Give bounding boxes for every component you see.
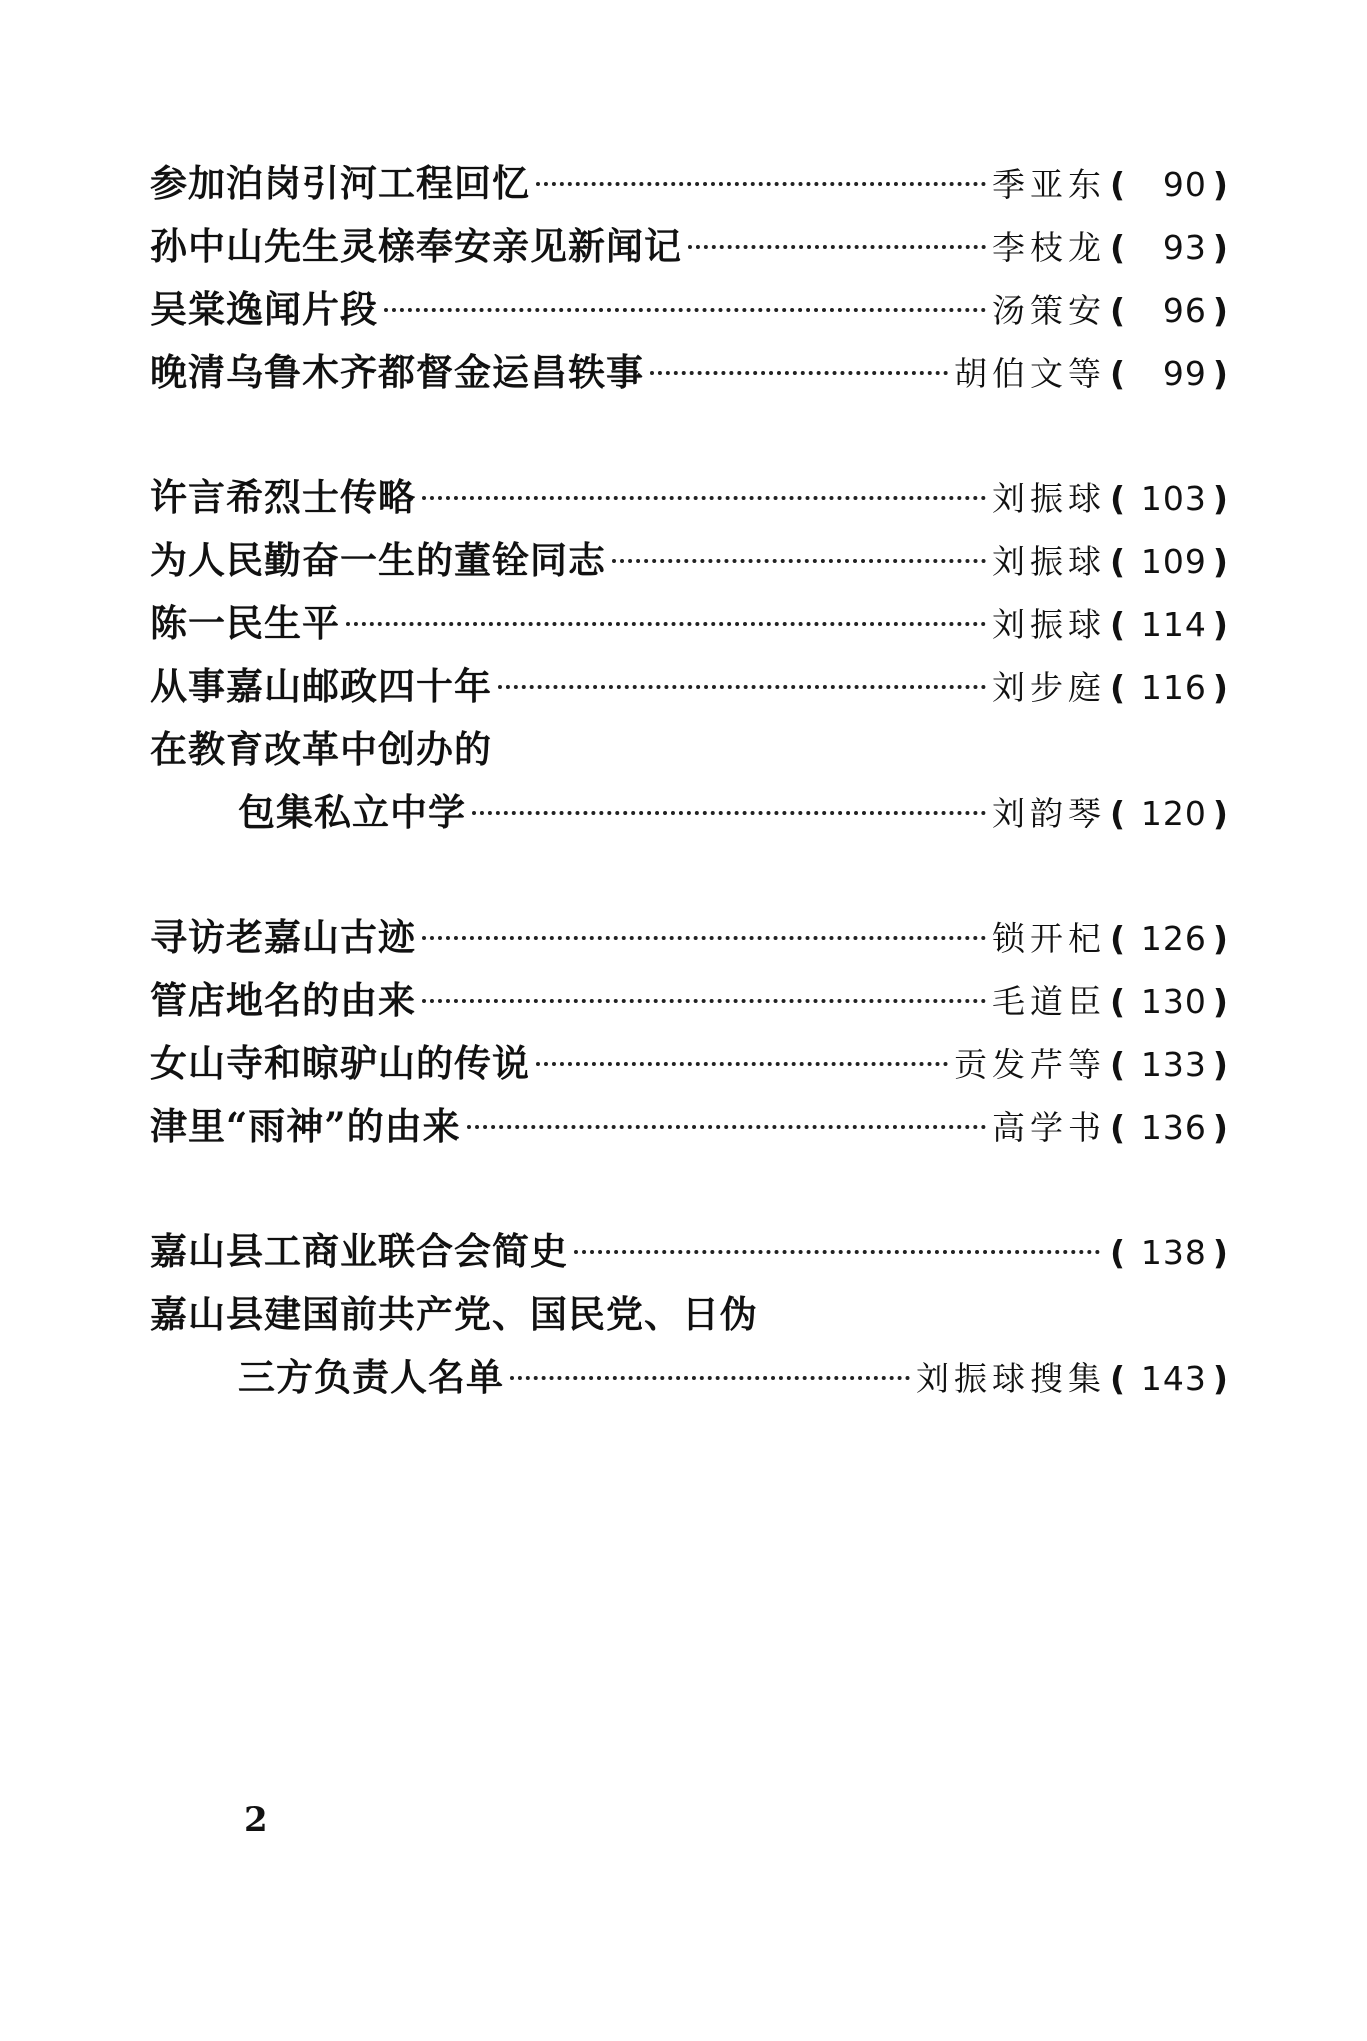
page-close-paren: )	[1212, 605, 1228, 644]
entry-title: 女山寺和晾驴山的传说	[150, 1041, 530, 1085]
dot-leader	[346, 622, 986, 626]
page-folio-number: 2	[244, 1800, 268, 1840]
entry-author: 刘韵琴	[992, 794, 1106, 833]
entry-title: 管店地名的由来	[150, 978, 416, 1022]
page-open-paren: (	[1110, 165, 1126, 204]
page-close-paren: )	[1212, 794, 1228, 833]
entry-title: 嘉山县建国前共产党、国民党、日伪	[150, 1292, 758, 1336]
entry-author: 胡伯文等	[954, 354, 1106, 393]
page-number: 116	[1140, 668, 1207, 707]
entry-author: 刘振球	[992, 605, 1106, 644]
entry-author: 汤策安	[992, 291, 1106, 330]
entry-page	[1110, 216, 1228, 279]
page-open-paren: (	[1110, 542, 1126, 581]
toc-entry[interactable]	[150, 655, 1228, 718]
entry-page	[1110, 970, 1228, 1033]
dot-leader	[574, 1250, 1100, 1254]
entry-page	[1110, 593, 1228, 656]
page-number: 93	[1162, 228, 1207, 267]
page-close-paren: )	[1212, 982, 1228, 1021]
page-close-paren: )	[1212, 165, 1228, 204]
page-close-paren: )	[1212, 479, 1228, 518]
entry-page	[1110, 530, 1228, 593]
page-number: 103	[1140, 479, 1207, 518]
entry-page	[1110, 782, 1228, 845]
toc-entry[interactable]	[150, 341, 1228, 404]
entry-title: 为人民勤奋一生的董铨同志	[150, 538, 606, 582]
table-of-contents	[150, 152, 1228, 1471]
page-open-paren: (	[1110, 1045, 1126, 1084]
toc-section-3	[150, 906, 1228, 1158]
page-number: 133	[1140, 1045, 1207, 1084]
toc-entry-title-line[interactable]	[150, 718, 1228, 781]
dot-leader	[510, 1376, 910, 1380]
page-open-paren: (	[1110, 479, 1126, 518]
entry-page	[1110, 1221, 1228, 1284]
entry-title: 从事嘉山邮政四十年	[150, 664, 492, 708]
toc-section-2	[150, 466, 1228, 844]
dot-leader	[536, 1062, 948, 1066]
dot-leader	[467, 1125, 986, 1129]
page-close-paren: )	[1212, 291, 1228, 330]
page-number: 126	[1140, 919, 1207, 958]
page-open-paren: (	[1110, 982, 1126, 1021]
toc-entry[interactable]	[150, 1032, 1228, 1095]
entry-title: 许言希烈士传略	[150, 475, 416, 519]
page-open-paren: (	[1110, 354, 1126, 393]
page-close-paren: )	[1212, 668, 1228, 707]
page-close-paren: )	[1212, 919, 1228, 958]
entry-title: 寻访老嘉山古迹	[150, 915, 416, 959]
entry-title: 参加泊岗引河工程回忆	[150, 161, 530, 205]
page-close-paren: )	[1212, 1233, 1228, 1272]
dot-leader	[422, 999, 986, 1003]
page-close-paren: )	[1212, 542, 1228, 581]
entry-author: 刘振球搜集	[916, 1359, 1106, 1398]
entry-page	[1110, 342, 1228, 405]
entry-title: 晚清乌鲁木齐都督金运昌轶事	[150, 350, 644, 394]
entry-page	[1110, 467, 1228, 530]
page-number: 130	[1140, 982, 1207, 1021]
page-close-paren: )	[1212, 1359, 1228, 1398]
dot-leader	[472, 811, 986, 815]
page-close-paren: )	[1212, 1108, 1228, 1147]
entry-page	[1110, 656, 1228, 719]
toc-entry-title-line[interactable]	[150, 1283, 1228, 1346]
entry-author: 毛道臣	[992, 982, 1106, 1021]
page-open-paren: (	[1110, 605, 1126, 644]
entry-title: 津里“雨神”的由来	[150, 1104, 461, 1148]
entry-author: 刘振球	[992, 542, 1106, 581]
entry-page	[1110, 907, 1228, 970]
entry-author: 刘振球	[992, 479, 1106, 518]
entry-author: 李枝龙	[992, 228, 1106, 267]
dot-leader	[536, 182, 986, 186]
entry-title: 吴棠逸闻片段	[150, 287, 378, 331]
page-number: 138	[1140, 1233, 1207, 1272]
page-number: 120	[1140, 794, 1207, 833]
toc-entry-continuation[interactable]	[150, 781, 1228, 844]
dot-leader	[422, 496, 986, 500]
toc-entry[interactable]	[150, 592, 1228, 655]
dot-leader	[650, 371, 948, 375]
page-close-paren: )	[1212, 1045, 1228, 1084]
dot-leader	[422, 936, 986, 940]
dot-leader	[612, 559, 986, 563]
entry-page	[1110, 279, 1228, 342]
toc-entry[interactable]	[150, 906, 1228, 969]
page-number: 143	[1140, 1359, 1207, 1398]
page-number: 96	[1162, 291, 1207, 330]
entry-page	[1110, 1033, 1228, 1096]
entry-title: 嘉山县工商业联合会简史	[150, 1229, 568, 1273]
page-number: 109	[1140, 542, 1207, 581]
page-number: 136	[1140, 1108, 1207, 1147]
dot-leader	[688, 245, 986, 249]
entry-title: 包集私立中学	[238, 790, 466, 834]
page-open-paren: (	[1110, 919, 1126, 958]
entry-page	[1110, 153, 1228, 216]
page-open-paren: (	[1110, 291, 1126, 330]
toc-entry[interactable]	[150, 215, 1228, 278]
page-open-paren: (	[1110, 228, 1126, 267]
entry-author: 刘步庭	[992, 668, 1106, 707]
page-number: 99	[1162, 354, 1207, 393]
entry-author: 季亚东	[992, 165, 1106, 204]
page-open-paren: (	[1110, 1108, 1126, 1147]
toc-entry[interactable]	[150, 1095, 1228, 1158]
entry-title: 在教育改革中创办的	[150, 727, 492, 771]
toc-entry[interactable]	[150, 969, 1228, 1032]
entry-author: 锁开杞	[992, 919, 1106, 958]
entry-author: 贡发芹等	[954, 1045, 1106, 1084]
page-close-paren: )	[1212, 228, 1228, 267]
page-open-paren: (	[1110, 1233, 1126, 1272]
toc-entry[interactable]	[150, 152, 1228, 215]
dot-leader	[384, 308, 986, 312]
page-open-paren: (	[1110, 1359, 1126, 1398]
toc-entry[interactable]	[150, 466, 1228, 529]
entry-page	[1110, 1096, 1228, 1159]
toc-section-1	[150, 152, 1228, 404]
page-open-paren: (	[1110, 668, 1126, 707]
entry-title: 陈一民生平	[150, 601, 340, 645]
toc-entry[interactable]	[150, 1220, 1228, 1283]
toc-entry[interactable]	[150, 529, 1228, 592]
entry-page	[1110, 1347, 1228, 1410]
entry-title: 孙中山先生灵榇奉安亲见新闻记	[150, 224, 682, 268]
page-open-paren: (	[1110, 794, 1126, 833]
entry-author: 高学书	[992, 1108, 1106, 1147]
page-number: 90	[1162, 165, 1207, 204]
dot-leader	[498, 685, 986, 689]
entry-title: 三方负责人名单	[238, 1355, 504, 1399]
page-number: 114	[1140, 605, 1207, 644]
toc-entry-continuation[interactable]	[150, 1346, 1228, 1409]
toc-section-4	[150, 1220, 1228, 1409]
toc-entry[interactable]	[150, 278, 1228, 341]
page-close-paren: )	[1212, 354, 1228, 393]
